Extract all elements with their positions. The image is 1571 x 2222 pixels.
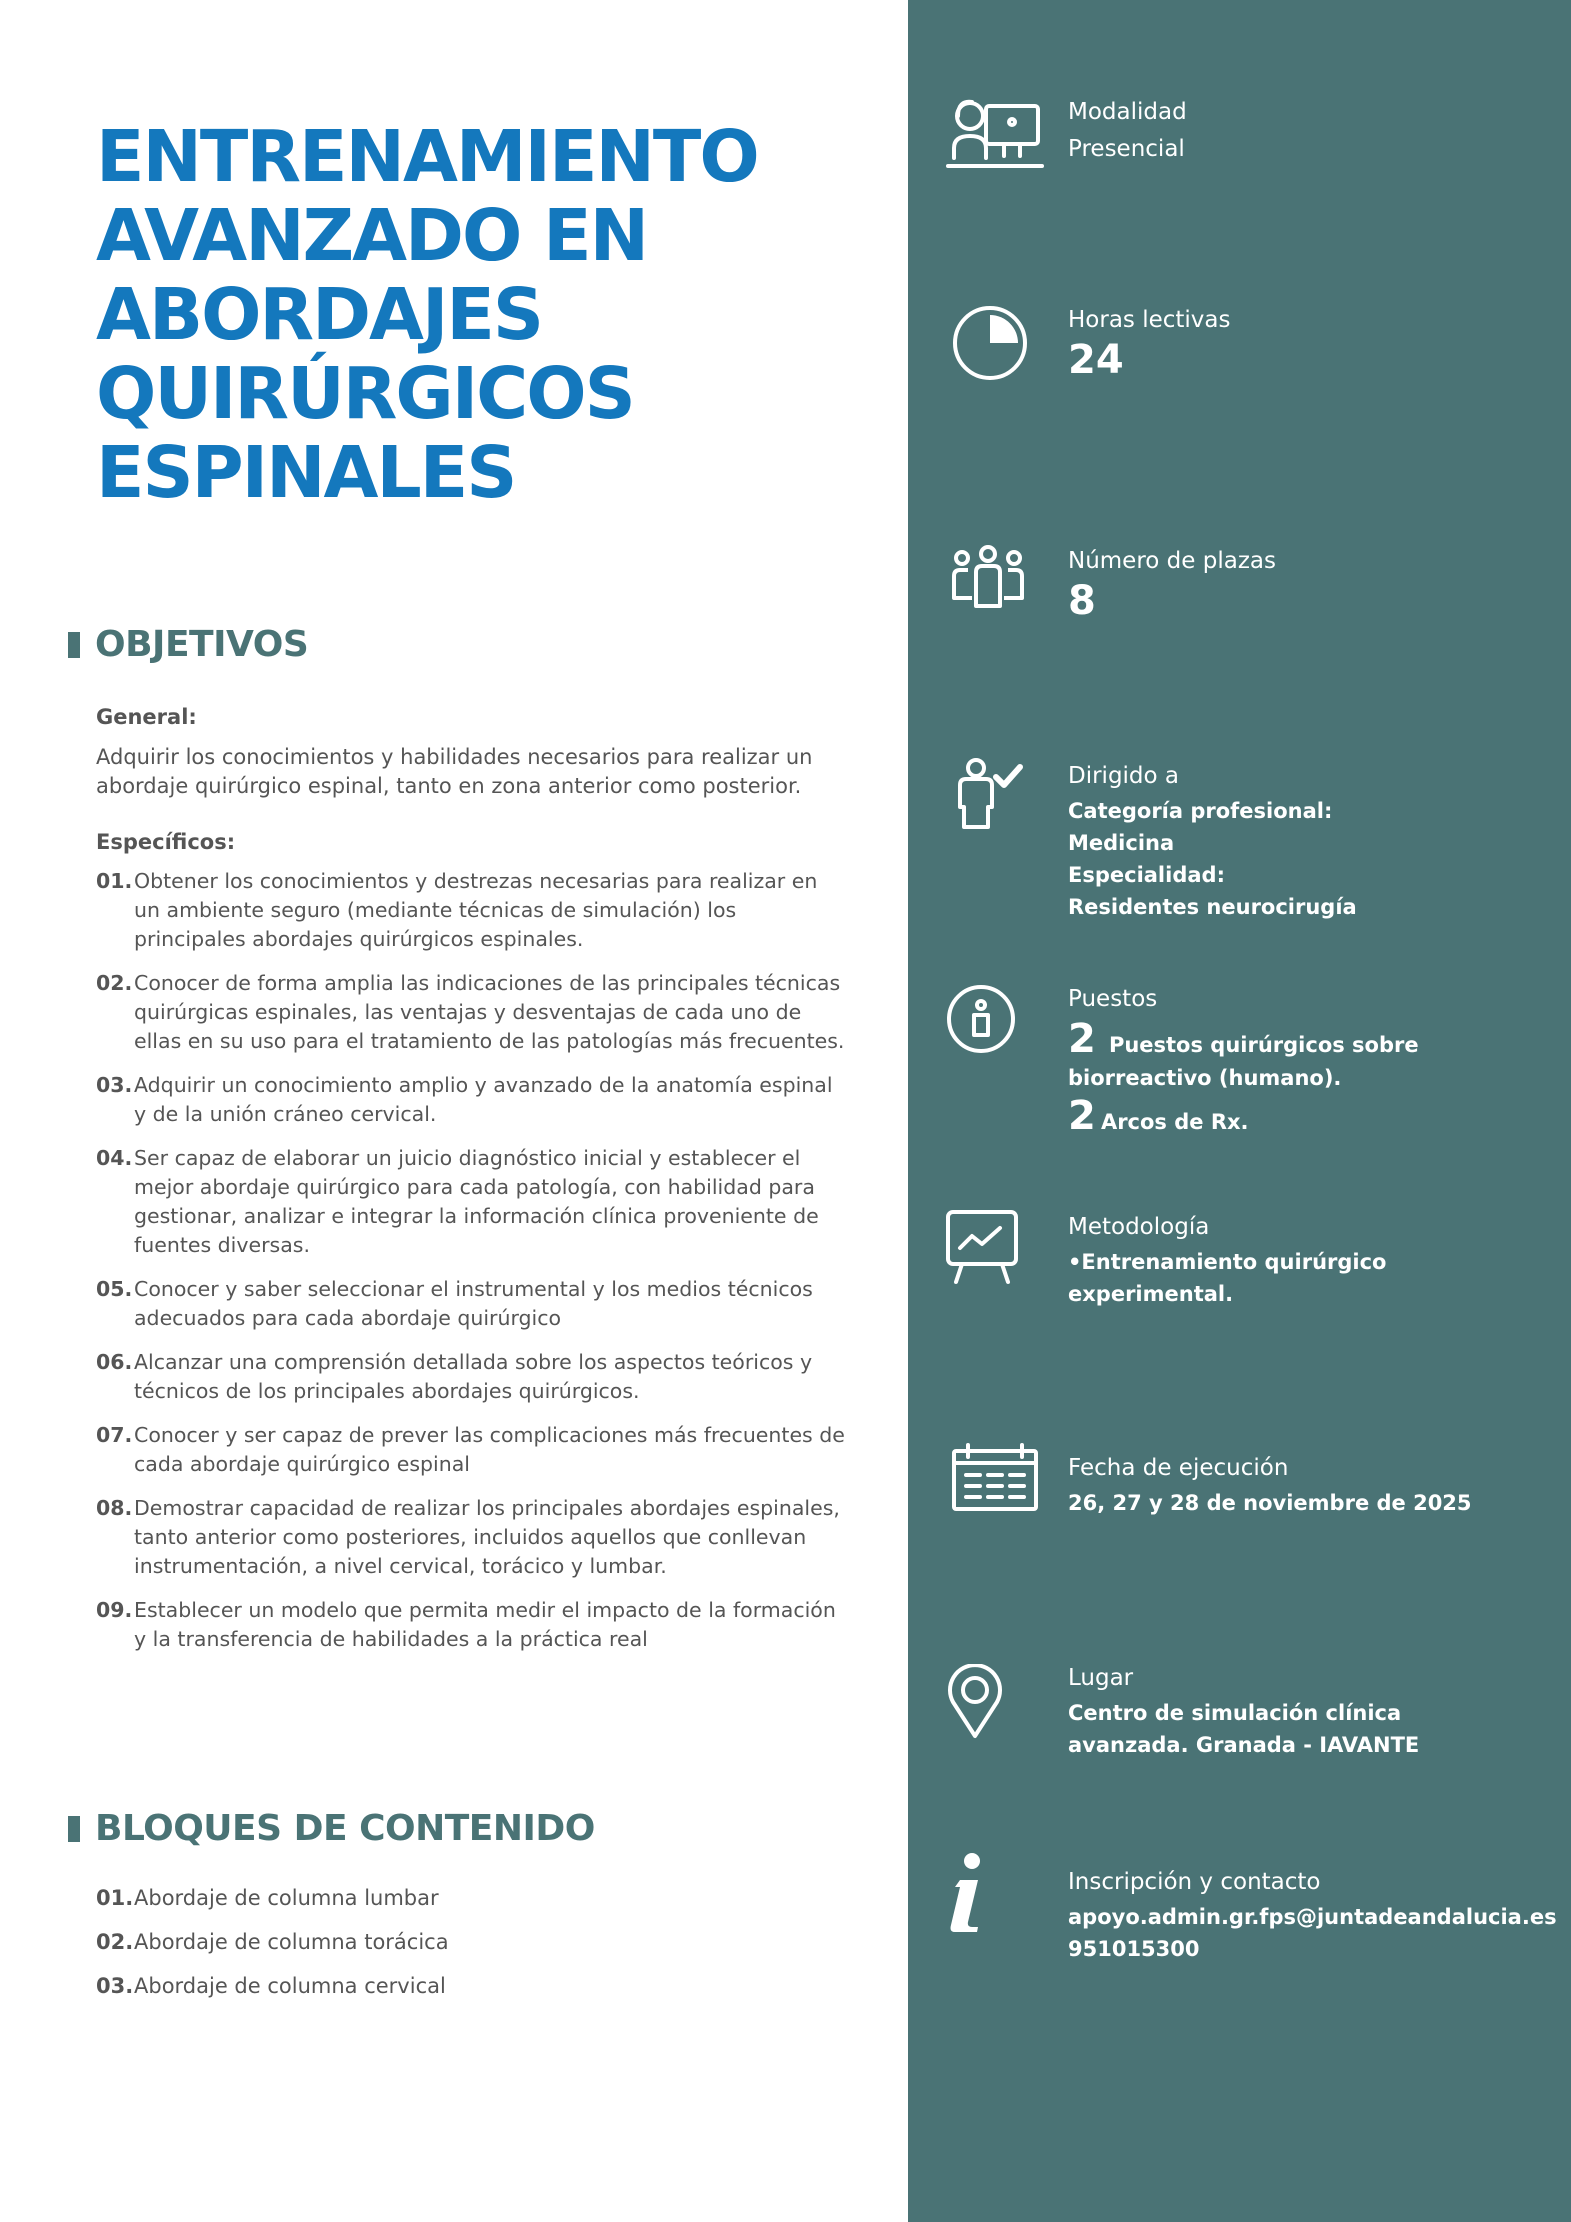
list-item: 05. Conocer y saber seleccionar el instrumental y los medios técnicos adecuados para cada abordaje quirúrgico <box>96 1277 813 1330</box>
especialidad-value: Residentes neurocirugía <box>1068 895 1357 919</box>
objetivos-list <box>96 867 846 1669</box>
bloques-heading: BLOQUES DE CONTENIDO <box>68 1808 595 1849</box>
page-title <box>96 117 836 512</box>
list-item: 08. Demostrar capacidad de realizar los principales abordajes espinales, tanto anterior como posteriores, incluidos aquellos que conllevan instrumentación, a nivel cervical, torácico y lumbar. <box>96 1496 840 1578</box>
plazas-block <box>1068 543 1548 622</box>
title-line-5: ESPINALES <box>96 431 516 514</box>
modalidad-label: Modalidad <box>1068 99 1187 125</box>
title-line-4: QUIRÚRGICOS <box>96 352 634 435</box>
plazas-label: Número de plazas <box>1068 548 1276 574</box>
list-item: 01. Obtener los conocimientos y destrezas necesarias para realizar en un ambiente seguro (mediante técnicas de simulación) los principales abordajes quirúrgicos espinales. <box>96 869 818 951</box>
fecha-value: 26, 27 y 28 de noviembre de 2025 <box>1068 1491 1472 1515</box>
dirigido-block <box>1068 758 1548 923</box>
fecha-label: Fecha de ejecución <box>1068 1455 1289 1481</box>
dirigido-label: Dirigido a <box>1068 763 1180 789</box>
info-icon <box>946 1852 986 1936</box>
presentation-board-icon <box>944 1208 1020 1286</box>
general-text: Adquirir los conocimientos y habilidades necesarios para realizar un abordaje quirúrgico espinal, tanto en zona anterior como posterior. <box>96 745 813 798</box>
horas-block <box>1068 302 1548 381</box>
metodologia-line-1: •Entrenamiento quirúrgico <box>1068 1250 1387 1274</box>
list-item: 03. Abordaje de columna cervical <box>96 1974 446 1998</box>
list-item: 06. Alcanzar una comprensión detallada sobre los aspectos teóricos y técnicos de los principales abordajes quirúrgicos. <box>96 1350 813 1403</box>
metodologia-block <box>1068 1209 1548 1310</box>
puestos-count-2: 2 <box>1068 1093 1096 1139</box>
categoria-label: Categoría profesional: <box>1068 799 1333 823</box>
list-item: 07. Conocer y ser capaz de prever las complicaciones más frecuentes de cada abordaje quirúrgico espinal <box>96 1423 845 1476</box>
title-line-1: ENTRENAMIENTO <box>96 115 758 198</box>
heading-bar <box>68 632 80 658</box>
heading-bar <box>68 1816 80 1842</box>
bloques-list <box>96 1884 449 2016</box>
fecha-block <box>1068 1450 1548 1519</box>
list-item: 03. Adquirir un conocimiento amplio y avanzado de la anatomía espinal y de la unión cráneo cervical. <box>96 1073 833 1126</box>
puestos-text-1a: Puestos quirúrgicos sobre <box>1108 1033 1419 1057</box>
puestos-label: Puestos <box>1068 986 1158 1012</box>
title-line-3: ABORDAJES <box>96 273 543 356</box>
contact-email[interactable]: apoyo.admin.gr.fps@juntadeandalucia.es <box>1068 1905 1557 1929</box>
general-label: General: <box>96 705 197 729</box>
lugar-block <box>1068 1660 1548 1761</box>
list-item: 01. Abordaje de columna lumbar <box>96 1886 439 1910</box>
teacher-computer-icon <box>946 94 1044 170</box>
puestos-text-2: Arcos de Rx. <box>1100 1110 1249 1134</box>
especificos-label: Específicos: <box>96 830 236 854</box>
person-check-icon <box>956 757 1026 829</box>
lugar-line-2: avanzada. Granada - IAVANTE <box>1068 1733 1420 1757</box>
contacto-label: Inscripción y contacto <box>1068 1869 1321 1895</box>
puestos-text-1b: biorreactivo (humano). <box>1068 1066 1342 1090</box>
list-item: 02. Abordaje de columna torácica <box>96 1930 449 1954</box>
especialidad-label: Especialidad: <box>1068 863 1225 887</box>
contact-phone[interactable]: 951015300 <box>1068 1937 1200 1961</box>
list-item: 04. Ser capaz de elaborar un juicio diagnóstico inicial y establecer el mejor abordaje quirúrgico para cada patología, con habilidad para gestionar, analizar e integrar la información clínica proveniente de fuentes diversas. <box>96 1146 819 1257</box>
metodologia-label: Metodología <box>1068 1214 1210 1240</box>
puestos-block <box>1068 981 1548 1146</box>
lugar-line-1: Centro de simulación clínica <box>1068 1701 1402 1725</box>
lugar-label: Lugar <box>1068 1665 1134 1691</box>
location-pin-icon <box>946 1664 1004 1740</box>
horas-value: 24 <box>1068 337 1124 383</box>
list-item: 02. Conocer de forma amplia las indicaciones de las principales técnicas quirúrgicas espinales, las ventajas y desventajas de cada uno de ellas en su uso para el tratamiento de las patologías más frecuentes. <box>96 971 845 1053</box>
calendar-icon <box>950 1443 1040 1513</box>
modalidad-block <box>1068 94 1548 168</box>
people-group-icon <box>948 544 1028 614</box>
metodologia-line-2: experimental. <box>1068 1282 1234 1306</box>
modalidad-value: Presencial <box>1068 136 1185 162</box>
title-line-2: AVANZADO EN <box>96 194 647 277</box>
list-item: 09. Establecer un modelo que permita medir el impacto de la formación y la transferencia de habilidades a la práctica real <box>96 1598 836 1651</box>
objetivos-heading: OBJETIVOS <box>68 624 308 665</box>
horas-label: Horas lectivas <box>1068 307 1231 333</box>
categoria-value: Medicina <box>1068 831 1175 855</box>
contacto-block <box>1068 1864 1557 1965</box>
clock-pie-icon <box>950 303 1030 383</box>
plazas-value: 8 <box>1068 578 1096 624</box>
person-circle-icon <box>945 983 1017 1055</box>
puestos-count-1: 2 <box>1068 1016 1096 1062</box>
